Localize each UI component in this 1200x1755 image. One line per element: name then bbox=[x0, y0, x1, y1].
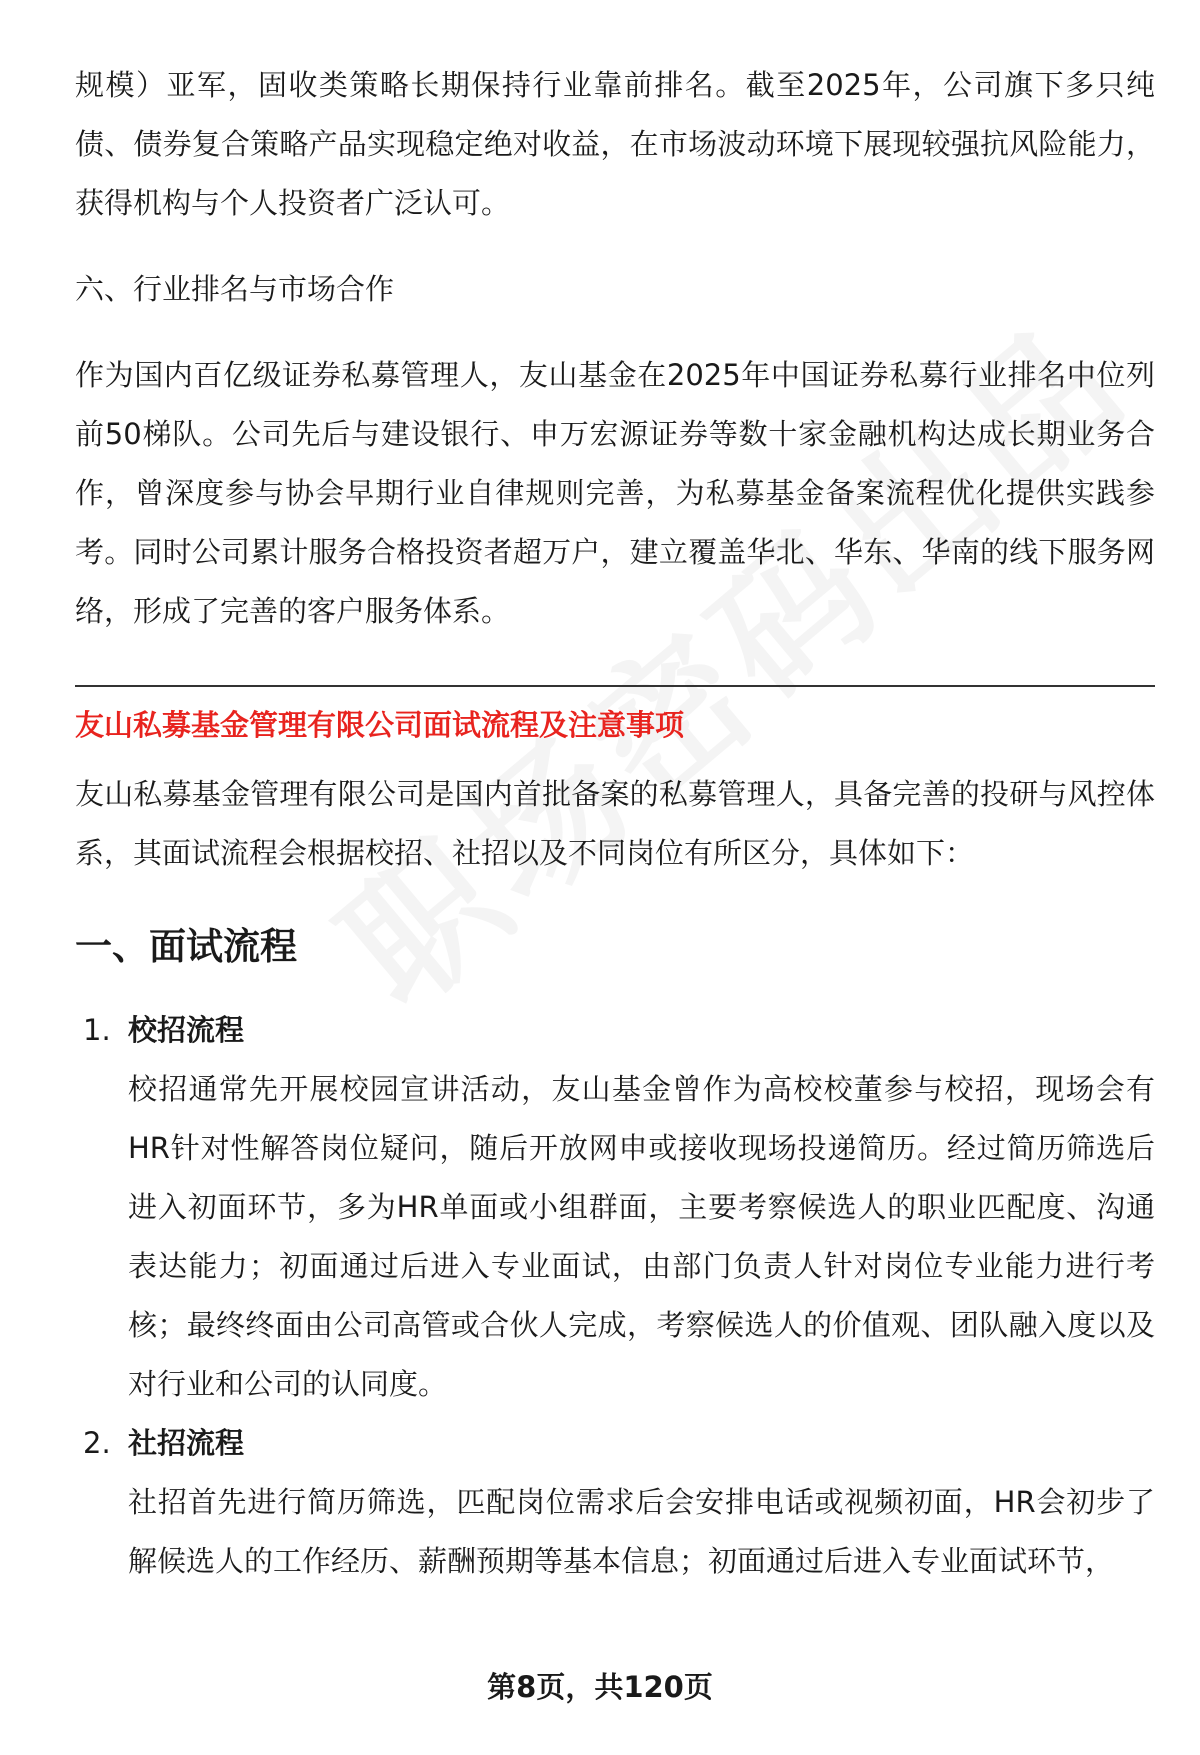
interview-process-list bbox=[75, 1001, 1155, 1591]
list-item bbox=[75, 1001, 1155, 1414]
list-item-body: 社招首先进行简历筛选，匹配岗位需求后会安排电话或视频初面，HR会初步了解候选人的工作经历、薪酬预期等基本信息；初面通过后进入专业面试环节， bbox=[128, 1485, 1155, 1578]
document-page bbox=[75, 56, 1155, 1591]
heading-interview-process: 一、面试流程 bbox=[75, 925, 297, 968]
list-item-title: 校招流程 bbox=[128, 1013, 245, 1047]
interview-section-title: 友山私募基金管理有限公司面试流程及注意事项 bbox=[75, 708, 685, 742]
list-item-number: 2. bbox=[83, 1426, 111, 1460]
paragraph-industry-ranking: 作为国内百亿级证券私募管理人，友山基金在2025年中国证券私募行业排名中位列前50梯队。公司先后与建设银行、申万宏源证券等数十家金融机构达成长期业务合作，曾深度参与协会早期行业自律规则完善，为私募基金备案流程优化提供实践参考。同时公司累计服务合格投资者超万户，建立覆盖华北、华东、华南的线下服务网络，形成了完善的客户服务体系。 bbox=[75, 358, 1155, 628]
paragraph-continued: 规模）亚军，固收类策略长期保持行业靠前排名。截至2025年，公司旗下多只纯债、债券复合策略产品实现稳定绝对收益，在市场波动环境下展现较强抗风险能力，获得机构与个人投资者广泛认可。 bbox=[75, 68, 1155, 220]
interview-intro: 友山私募基金管理有限公司是国内首批备案的私募管理人，具备完善的投研与风控体系，其面试流程会根据校招、社招以及不同岗位有所区分，具体如下： bbox=[75, 777, 1155, 870]
list-item bbox=[75, 1414, 1155, 1591]
section-heading-six: 六、行业排名与市场合作 bbox=[75, 272, 395, 306]
page-indicator: 第8页，共120页 bbox=[487, 1670, 713, 1704]
section-divider bbox=[75, 685, 1155, 687]
list-item-number: 1. bbox=[83, 1013, 111, 1047]
list-item-body: 校招通常先开展校园宣讲活动，友山基金曾作为高校校董参与校招，现场会有HR针对性解答岗位疑问，随后开放网申或接收现场投递简历。经过简历筛选后进入初面环节，多为HR单面或小组群面，主要考察候选人的职业匹配度、沟通表达能力；初面通过后进入专业面试，由部门负责人针对岗位专业能力进行考核；最终终面由公司高管或合伙人完成，考察候选人的价值观、团队融入度以及对行业和公司的认同度。 bbox=[128, 1072, 1155, 1401]
list-item-title: 社招流程 bbox=[128, 1426, 245, 1460]
